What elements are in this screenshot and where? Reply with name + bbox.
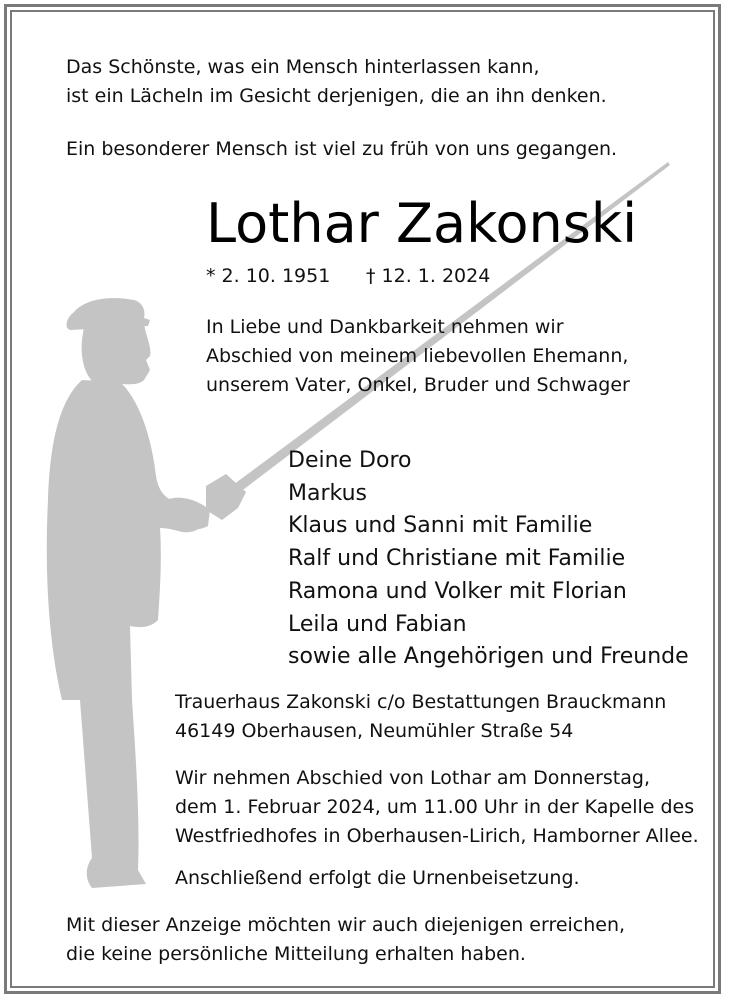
intro-text: Ein besonderer Mensch ist viel zu früh von uns gegangen.	[66, 138, 618, 160]
hands	[166, 498, 210, 531]
mourner-entry: Klaus und Sanni mit Familie	[288, 513, 593, 539]
head	[82, 324, 151, 384]
closing-note	[66, 911, 625, 969]
memorial-quote	[66, 53, 607, 111]
quote-line: ist ein Lächeln im Gesicht derjenigen, die an ihn denken.	[66, 85, 607, 107]
death-date: † 12. 1. 2024	[366, 265, 491, 287]
service-details	[175, 764, 699, 851]
birth-date: * 2. 10. 1951	[206, 265, 331, 287]
mourning-address	[175, 688, 666, 746]
life-dates	[206, 262, 490, 291]
deceased-name: Lothar Zakonski	[206, 192, 638, 255]
service-line: dem 1. Februar 2024, um 11.00 Uhr in der Kapelle des	[175, 796, 695, 818]
farewell-line: Abschied von meinem liebevollen Ehemann,	[206, 345, 629, 367]
mourner-entry: Ralf und Christiane mit Familie	[288, 546, 626, 572]
closing-line: die keine persönliche Mitteilung erhalten haben.	[66, 943, 526, 965]
address-line: Trauerhaus Zakonski c/o Bestattungen Brauckmann	[175, 691, 667, 713]
service-line: Wir nehmen Abschied von Lothar am Donnerstag,	[175, 767, 650, 789]
address-line: 46149 Oberhausen, Neumühler Straße 54	[175, 720, 574, 742]
closing-line: Mit dieser Anzeige möchten wir auch diejenigen erreichen,	[66, 914, 626, 936]
mourner-entry: Deine Doro	[288, 448, 412, 473]
farewell-line: unserem Vater, Onkel, Bruder und Schwager	[206, 374, 630, 396]
service-line: Westfriedhofes in Oberhausen-Lirich, Hamborner Allee.	[175, 825, 699, 847]
mourner-entry: Markus	[288, 480, 367, 506]
farewell-text	[206, 313, 630, 400]
mourner-entry: Leila und Fabian	[288, 611, 467, 637]
urn-burial-note: Anschließend erfolgt die Urnenbeisetzung.	[175, 867, 580, 889]
mourner-entry: sowie alle Angehörigen und Freunde	[288, 644, 689, 670]
farewell-line: In Liebe und Dankbarkeit nehmen wir	[206, 316, 564, 338]
mourner-entry: Ramona und Volker mit Florian	[288, 578, 627, 604]
quote-line: Das Schönste, was ein Mensch hinterlassen kann,	[66, 56, 540, 78]
mourners-list	[288, 445, 689, 674]
